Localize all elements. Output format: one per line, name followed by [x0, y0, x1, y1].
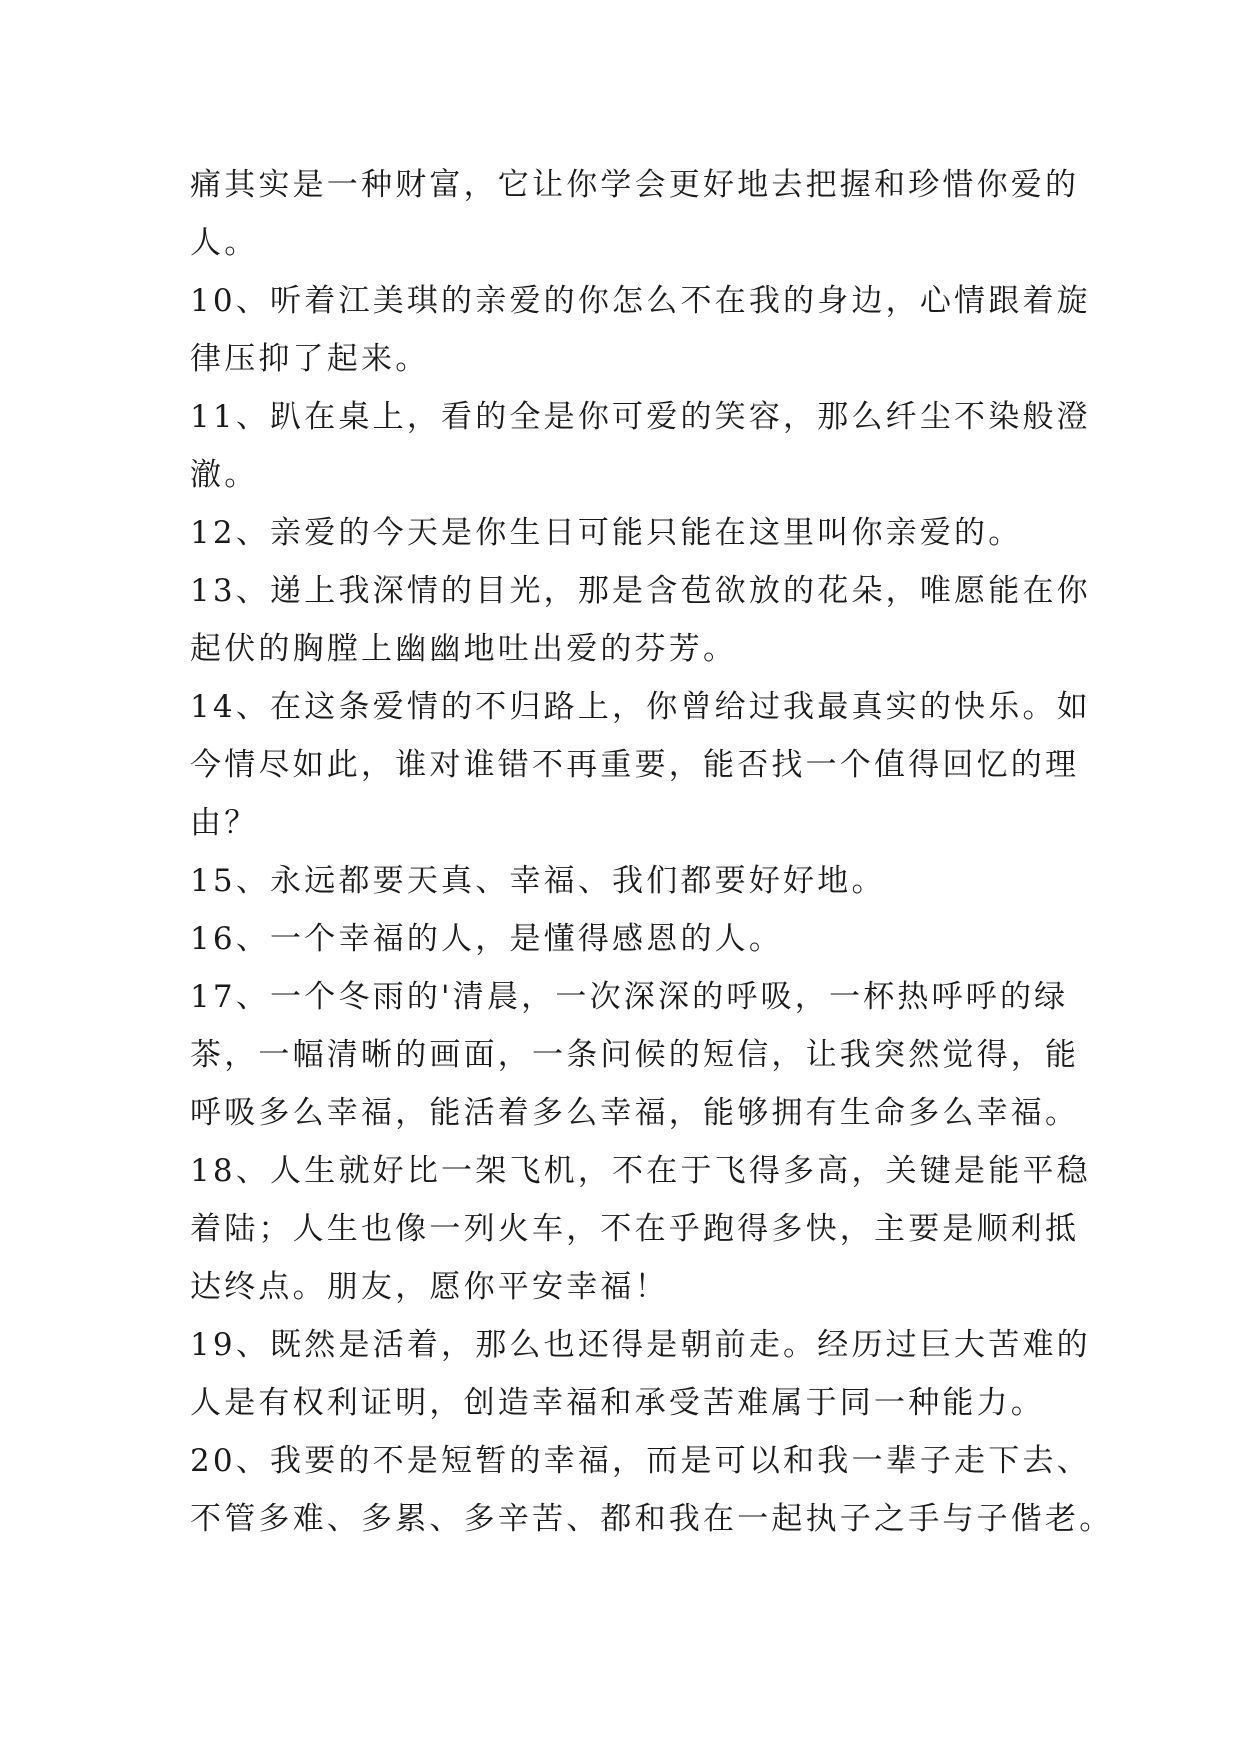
text-line: 12、亲爱的今天是你生日可能只能在这里叫你亲爱的。 [190, 515, 1023, 551]
text-line: 17、一个冬雨的'清晨，一次深深的呼吸，一杯热呼呼的绿 [190, 979, 1069, 1015]
text-line: 律压抑了起来。 [190, 341, 430, 377]
text-line: 15、永远都要天真、幸福、我们都要好好地。 [190, 863, 886, 899]
text-line: 痛其实是一种财富，它让你学会更好地去把握和珍惜你爱的 [190, 167, 1080, 203]
text-line: 着陆；人生也像一列火车，不在乎跑得多快，主要是顺利抵 [190, 1211, 1080, 1247]
text-line: 18、人生就好比一架飞机，不在于飞得多高，关键是能平稳 [190, 1153, 1091, 1189]
text-line: 13、递上我深情的目光，那是含苞欲放的花朵，唯愿能在你 [190, 573, 1091, 609]
text-line: 达终点。朋友，愿你平安幸福！ [190, 1269, 669, 1305]
text-line: 澈。 [190, 457, 259, 493]
document-body [190, 156, 1114, 1548]
text-line: 20、我要的不是短暂的幸福，而是可以和我一辈子走下去、 [190, 1443, 1091, 1479]
text-line: 11、趴在桌上，看的全是你可爱的笑容，那么纤尘不染般澄 [190, 399, 1091, 435]
text-line: 呼吸多么幸福，能活着多么幸福，能够拥有生命多么幸福。 [190, 1095, 1080, 1131]
text-line: 起伏的胸膛上幽幽地吐出爱的芬芳。 [190, 631, 738, 667]
text-line: 14、在这条爱情的不归路上，你曾给过我最真实的快乐。如 [190, 689, 1091, 725]
text-line: 10、听着江美琪的亲爱的你怎么不在我的身边，心情跟着旋 [190, 283, 1091, 319]
text-line: 今情尽如此，谁对谁错不再重要，能否找一个值得回忆的理 [190, 747, 1080, 783]
text-line: 人是有权利证明，创造幸福和承受苦难属于同一种能力。 [190, 1385, 1045, 1421]
text-line: 16、一个幸福的人，是懂得感恩的人。 [190, 921, 784, 957]
text-line: 不管多难、多累、多辛苦、都和我在一起执子之手与子偕老。 [190, 1501, 1114, 1537]
text-line: 由？ [190, 805, 259, 841]
text-line: 茶，一幅清晰的画面，一条问候的短信，让我突然觉得，能 [190, 1037, 1080, 1073]
text-line: 19、既然是活着，那么也还得是朝前走。经历过巨大苦难的 [190, 1327, 1091, 1363]
text-line: 人。 [190, 225, 259, 261]
